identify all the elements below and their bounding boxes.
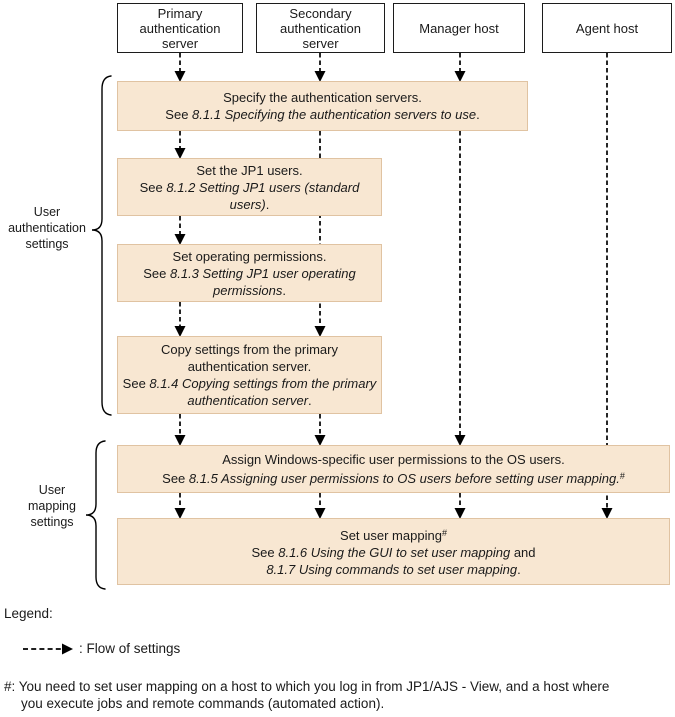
host-label-primary: Primary authentication server [139, 5, 221, 51]
step-box-specify-auth-servers: Specify the authentication servers. See 8.1.1 Specifying the authentication servers to use. [117, 81, 528, 131]
host-label-secondary: Secondary authentication server [280, 5, 361, 51]
brace-user-authentication-icon [92, 76, 111, 415]
footnote-line-1: #: You need to set user mapping on a host to which you log in from JP1/AJS - View, and a host where [4, 679, 610, 694]
legend-title: Legend: [4, 606, 53, 621]
host-box-agent-host [542, 3, 672, 53]
step-box-assign-os-permissions: Assign Windows-specific user permissions to the OS users. See 8.1.5 Assigning user permissions to OS users before setting user mapping.# [117, 445, 670, 493]
step-box-set-operating-permissions: Set operating permissions. See 8.1.3 Setting JP1 user operating permissions. [117, 244, 382, 302]
legend-flow-label: : Flow of settings [79, 641, 181, 656]
host-box-secondary-auth-server [256, 3, 385, 53]
host-label-manager: Manager host [419, 20, 499, 36]
step-box-set-user-mapping: Set user mapping# See 8.1.6 Using the GUI to set user mapping and 8.1.7 Using commands to set user mapping. [117, 518, 670, 585]
label-user-mapping-settings: User mapping settings [28, 483, 76, 529]
legend-flow-arrowhead-icon [62, 644, 73, 655]
footnote [4, 678, 664, 712]
host-box-primary-auth-server [117, 3, 243, 53]
label-user-authentication-settings: User authentication settings [8, 205, 86, 251]
brace-user-mapping-icon [86, 441, 105, 589]
step-box-copy-settings: Copy settings from the primary authentication server. See 8.1.4 Copying settings from the primary authentication server. [117, 336, 382, 414]
host-box-manager-host [393, 3, 525, 53]
step-box-set-jp1-users: Set the JP1 users. See 8.1.2 Setting JP1 users (standard users). [117, 158, 382, 216]
host-label-agent: Agent host [575, 20, 639, 36]
footnote-line-2: you execute jobs and remote commands (automated action). [21, 696, 385, 711]
